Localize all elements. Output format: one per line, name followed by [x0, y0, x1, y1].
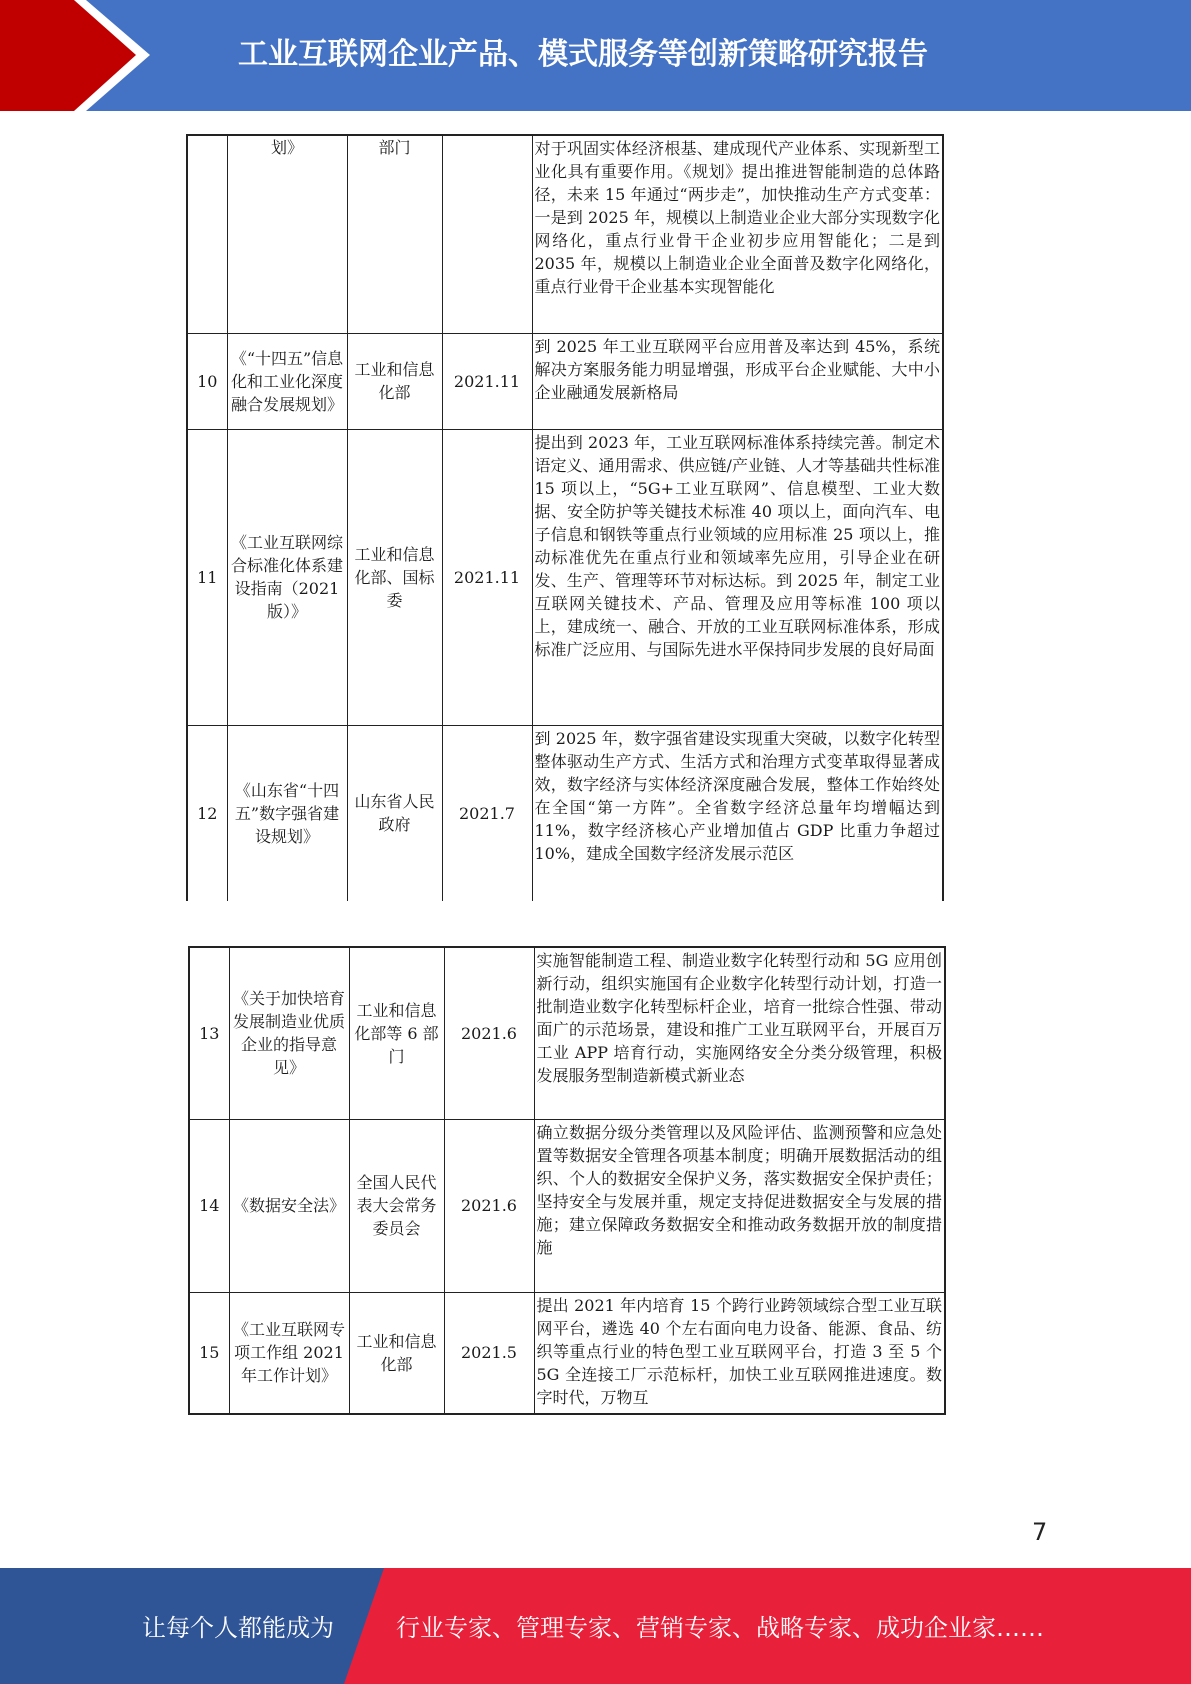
- policy-description: 提出 2021 年内培育 15 个跨行业跨领域综合型工业互联网平台，遴选 40 个左右面向电力设备、能源、食品、纺织等重点行业的特色型工业互联网平台，打造 3 至 5 个 5G 全连接工厂示范标杆，加快工业互联网推进速度。数字时代，万物互: [534, 1292, 945, 1414]
- table-row: [187, 725, 943, 901]
- footer-slogan-left: 让每个人都能成为: [142, 1614, 334, 1642]
- issuing-department: 工业和信息化部: [347, 333, 442, 429]
- issue-date: 2021.6: [444, 947, 534, 1119]
- page-footer: [0, 1568, 1191, 1684]
- issuing-department: 全国人民代表大会常务委员会: [349, 1119, 444, 1292]
- issuing-department: 部门: [347, 135, 442, 333]
- issuing-department: 山东省人民政府: [347, 725, 442, 901]
- issuing-department: 工业和信息化部: [349, 1292, 444, 1414]
- footer-slogan-right: 行业专家、管理专家、营销专家、战略专家、成功企业家……: [396, 1614, 1044, 1642]
- policy-name: 《工业互联网综合标准化体系建设指南（2021 版）》: [227, 429, 347, 725]
- policy-description: 提出到 2023 年，工业互联网标准体系持续完善。制定术语定义、通用需求、供应链/产业链、人才等基础共性标准 15 项以上，“5G+工业互联网”、信息模型、工业大数据、安全防护等关键技术标准 40 项以上，面向汽车、电子信息和钢铁等重点行业领域的应用标准 25 项以上，推动标准优先在重点行业和领域率先应用，引导企业在研发、生产、管理等环节对标达标。到 2025 年，制定工业互联网关键技术、产品、管理及应用等标准 100 项以上，建成统一、融合、开放的工业互联网标准体系，形成标准广泛应用、与国际先进水平保持同步发展的良好局面: [532, 429, 943, 725]
- row-number: [187, 135, 227, 333]
- table-row: [187, 429, 943, 725]
- table-row: [189, 947, 945, 1119]
- issue-date: 2021.6: [444, 1119, 534, 1292]
- issue-date: [442, 135, 532, 333]
- table-row: [189, 1292, 945, 1414]
- row-number: 15: [189, 1292, 229, 1414]
- policy-description: 对于巩固实体经济根基、建成现代产业体系、实现新型工业化具有重要作用。《规划》提出推进智能制造的总体路径，未来 15 年通过“两步走”，加快推动生产方式变革：一是到 2025 年，规模以上制造业企业大部分实现数字化网络化，重点行业骨干企业初步应用智能化；二是到 2035 年，规模以上制造业企业全面普及数字化网络化，重点行业骨干企业基本实现智能化: [532, 135, 943, 333]
- row-number: 11: [187, 429, 227, 725]
- issuing-department: 工业和信息化部等 6 部门: [349, 947, 444, 1119]
- issuing-department: 工业和信息化部、国标委: [347, 429, 442, 725]
- policy-table-bottom: [188, 946, 946, 1415]
- policy-name: 《山东省“十四五”数字强省建设规划》: [227, 725, 347, 901]
- policy-name: 划》: [227, 135, 347, 333]
- page-header: [0, 0, 1191, 111]
- policy-description: 到 2025 年，数字强省建设实现重大突破，以数字化转型整体驱动生产方式、生活方式和治理方式变革取得显著成效，数字经济与实体经济深度融合发展，整体工作始终处在全国“第一方阵”。全省数字经济总量年均增幅达到 11%，数字经济核心产业增加值占 GDP 比重力争超过 10%，建成全国数字经济发展示范区: [532, 725, 943, 901]
- policy-name: 《工业互联网专项工作组 2021 年工作计划》: [229, 1292, 349, 1414]
- issue-date: 2021.11: [442, 429, 532, 725]
- policy-description: 确立数据分级分类管理以及风险评估、监测预警和应急处置等数据安全管理各项基本制度；明确开展数据活动的组织、个人的数据安全保护义务，落实数据安全保护责任；坚持安全与发展并重，规定支持促进数据安全与发展的措施；建立保障政务数据安全和推动政务数据开放的制度措施: [534, 1119, 945, 1292]
- policy-name: 《数据安全法》: [229, 1119, 349, 1292]
- row-number: 10: [187, 333, 227, 429]
- table-row: [187, 135, 943, 333]
- issue-date: 2021.7: [442, 725, 532, 901]
- table-row: [187, 333, 943, 429]
- row-number: 13: [189, 947, 229, 1119]
- row-number: 14: [189, 1119, 229, 1292]
- policy-name: 《“十四五”信息化和工业化深度融合发展规划》: [227, 333, 347, 429]
- row-number: 12: [187, 725, 227, 901]
- policy-description: 实施智能制造工程、制造业数字化转型行动和 5G 应用创新行动，组织实施国有企业数字化转型行动计划，打造一批制造业数字化转型标杆企业，培育一批综合性强、带动面广的示范场景，建设和推广工业互联网平台，开展百万工业 APP 培育行动，实施网络安全分类分级管理，积极发展服务型制造新模式新业态: [534, 947, 945, 1119]
- report-title: 工业互联网企业产品、模式服务等创新策略研究报告: [238, 37, 928, 72]
- header-chevron-decoration: [0, 0, 150, 111]
- issue-date: 2021.11: [442, 333, 532, 429]
- policy-name: 《关于加快培育发展制造业优质企业的指导意见》: [229, 947, 349, 1119]
- policy-table-top: [186, 134, 944, 901]
- issue-date: 2021.5: [444, 1292, 534, 1414]
- policy-description: 到 2025 年工业互联网平台应用普及率达到 45%，系统解决方案服务能力明显增强，形成平台企业赋能、大中小企业融通发展新格局: [532, 333, 943, 429]
- table-row: [189, 1119, 945, 1292]
- page-number: 7: [1032, 1518, 1048, 1546]
